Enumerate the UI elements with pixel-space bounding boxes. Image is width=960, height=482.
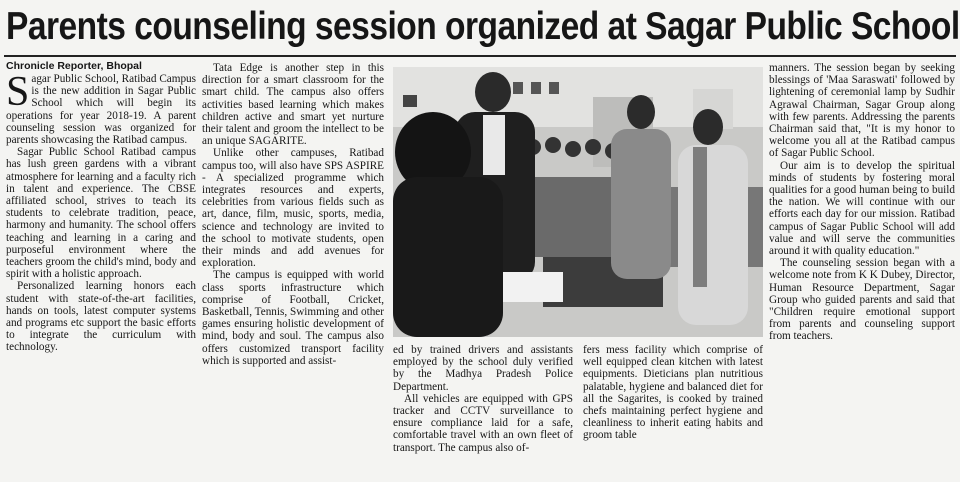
headline: Parents counseling session organized at Sagar Public School (6, 5, 960, 48)
drop-cap: S (6, 73, 30, 115)
lead-paragraph: Sagar Public School, Ratibad Campus is the new addition in Sagar Public School which will begin its operations for year 2018-19. A parent counseling session was organized for parents showcasing the Ratibad campus. (6, 73, 196, 147)
paragraph: manners. The session began by seeking blessings of 'Maa Saraswati' followed by lightening of ceremonial lamp by Sudhir Agrawal Chairman, Sagar Group along with few parents. Addressing the parents Chairman said that, "It is my honor to welcome you all at the Ratibad campus of Sagar Public School. (769, 62, 955, 160)
column-5 (769, 62, 955, 478)
byline: Chronicle Reporter, Bhopal (6, 60, 142, 72)
paragraph: The counseling session began with a welcome note from K K Dubey, Director, Human Resource Department, Sagar Group who guided parents and said that "Children require emotional support from parents and counseling support from teachers. (769, 257, 955, 343)
column-1 (6, 73, 196, 477)
column-4 (583, 344, 763, 478)
headline-rule (4, 55, 956, 57)
paragraph: ed by trained drivers and assistants employed by the school duly verified by the Madhya Pradesh Police Department. (393, 344, 573, 393)
paragraph: Sagar Public School Ratibad campus has lush green gardens with a vibrant atmosphere for learning and a faculty rich in talent and experience. The CBSE affiliated school, strives to teach its students to celebrate tradition, peace, harmony and humanity. The school offers teaching and learning in a caring and purposeful environment where the teachers groom the child's mind, body and spirit with a holistic approach. (6, 146, 196, 281)
paragraph: The campus is equipped with world class sports infrastructure which comprise of Football, Cricket, Basketball, Tennis, Swimming and other games ensuring holistic development of mind, body and soul. The campus also offers customized transport facility which is supported and assist- (202, 269, 384, 367)
paragraph: Tata Edge is another step in this direction for a smart classroom for the smart child. The campus also offers activities based learning which makes children active and smart yet nurture their talent and groom the intellect to be an unique SAGARITE. (202, 62, 384, 148)
event-photo (393, 67, 763, 337)
paragraph: Personalized learning honors each student with state-of-the-art facilities, hands on tools, latest computer systems and programs etc support the basic efforts to integrate the curriculum with technology. (6, 280, 196, 354)
column-2 (202, 62, 384, 478)
paragraph: Unlike other campuses, Ratibad campus too, will also have SPS ASPIRE - A specialized programme which integrates resources and experts, celebrities from various fields such as art, dance, film, music, sports, media, science and technology are invited to the school to motivate students, open their minds and add avenues for exploration. (202, 147, 384, 270)
column-3 (393, 344, 573, 478)
paragraph: Our aim is to develop the spiritual minds of students by fostering moral qualities for a good human being to build the nation. We will continue with our efforts each day for our mission. Ratibad campus of Sagar Public School will add value and will serve the communities around it with quality education." (769, 159, 955, 258)
paragraph: fers mess facility which comprise of well equipped clean kitchen with latest equipments. Dieticians plan nutritious palatable, hygiene and balanced diet for all the Sagarites, is cooked by trained chefs maintaining perfect hygiene and cleanliness to inherit eating habits and groom table (583, 344, 763, 442)
paragraph: All vehicles are equipped with GPS tracker and CCTV surveillance to ensure compliance laid for a safe, comfortable travel with an own fleet of transport. The campus also of- (393, 392, 573, 454)
photo-illustration (393, 67, 763, 337)
